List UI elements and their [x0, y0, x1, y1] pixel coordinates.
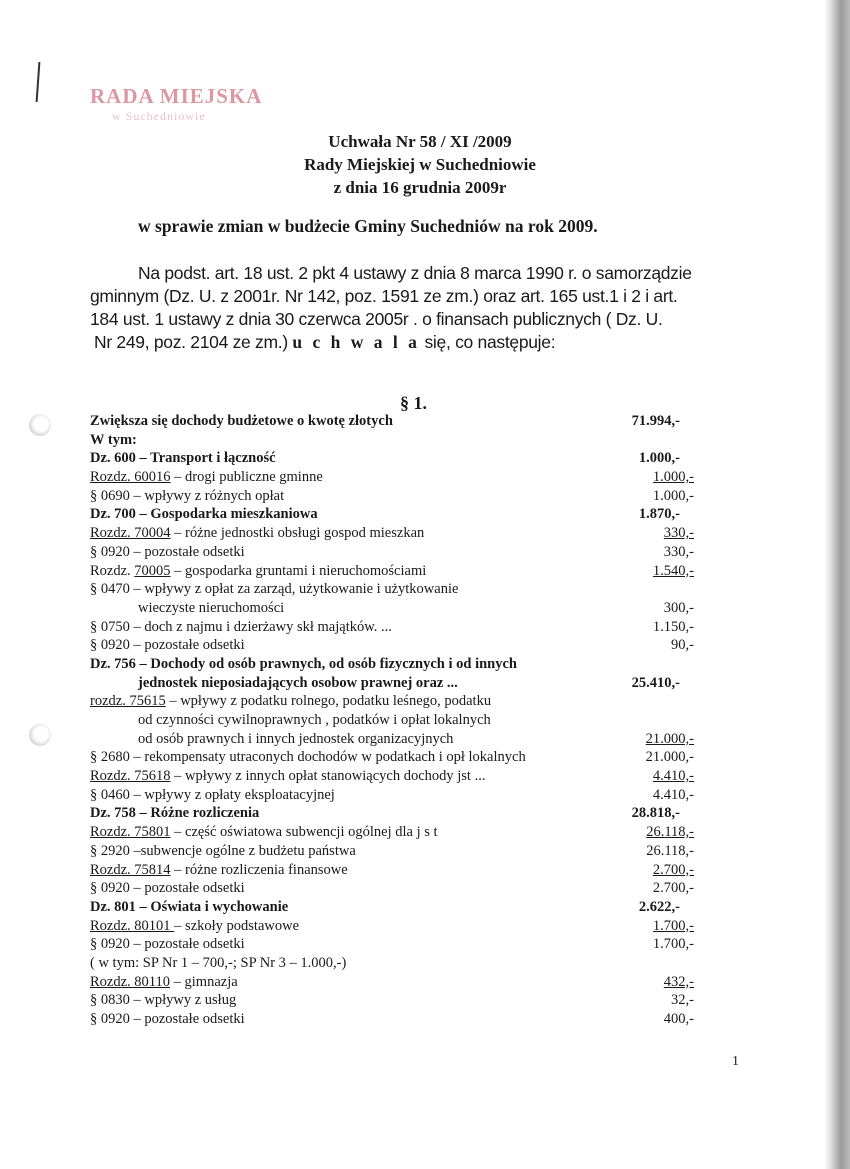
budget-row-amount: 1.540,-	[652, 562, 694, 579]
budget-row-label	[138, 674, 458, 693]
budget-row-label	[138, 730, 453, 749]
row-text: Dz. 700 – Gospodarka mieszkaniowa	[90, 506, 318, 523]
budget-row-amount: 1.150,-	[652, 618, 694, 635]
budget-row-amount: 21.000,-	[645, 730, 694, 747]
uchwala-spaced: u c h w a l a	[292, 332, 420, 352]
budget-row	[90, 861, 710, 880]
resolution-subject: w sprawie zmian w budżecie Gminy Suchedniów na rok 2009.	[138, 216, 598, 236]
budget-row-amount: 432,-	[663, 973, 694, 990]
council-stamp	[90, 84, 262, 124]
row-text: – wpływy z innych opłat stanowiących dochody jst ...	[170, 768, 486, 785]
budget-row-amount: 1.000,-	[638, 450, 680, 467]
row-text: – drogi publiczne gminne	[170, 469, 323, 486]
scan-edge-shadow	[824, 0, 850, 1169]
resolution-issuer: Rady Miejskiej w Suchedniowie	[304, 155, 536, 174]
budget-row-label	[138, 599, 284, 618]
budget-row	[90, 468, 710, 487]
budget-table	[90, 412, 710, 1029]
budget-row-label	[138, 711, 491, 730]
chapter-code: rozdz. 75615	[90, 693, 166, 710]
budget-row-label	[90, 505, 318, 524]
budget-row-label	[90, 786, 335, 805]
row-text: § 0470 – wpływy z opłat za zarząd, użytkowanie i użytkowanie	[90, 581, 459, 598]
section-sign: § 1.	[400, 393, 427, 413]
budget-row-amount: 2.700,-	[652, 880, 694, 897]
row-text: Dz. 801 – Oświata i wychowanie	[90, 898, 289, 915]
budget-row	[90, 655, 710, 674]
budget-row-label	[90, 468, 323, 487]
budget-row-label	[90, 973, 238, 992]
chapter-code: Rozdz. 80101	[90, 917, 175, 934]
budget-row-label	[90, 861, 348, 880]
budget-row-label	[90, 543, 245, 562]
row-text: od osób prawnych i innych jednostek organizacyjnych	[138, 730, 454, 747]
budget-row-label	[90, 487, 284, 506]
budget-row-amount: 1.000,-	[652, 469, 694, 486]
row-text: od czynności cywilnoprawnych , podatków i opłat lokalnych	[138, 712, 491, 728]
chapter-code: Rozdz. 60016	[90, 469, 171, 486]
resolution-title: Uchwała Nr 58 / XI /2009	[328, 132, 512, 151]
budget-row-amount: 21.000,-	[645, 749, 694, 766]
row-text: Dz. 600 – Transport i łączność	[90, 450, 276, 467]
row-text: § 0920 – pozostałe odsetki	[90, 637, 245, 654]
budget-row-amount: 1.870,-	[638, 506, 680, 523]
budget-row	[90, 991, 710, 1010]
budget-row	[90, 431, 710, 450]
stamp-line-2: w Suchedniowie	[112, 109, 206, 123]
budget-row-label	[90, 524, 424, 543]
row-text: § 0920 – pozostałe odsetki	[90, 880, 245, 897]
row-text: Dz. 756 – Dochody od osób prawnych, od osób fizycznych i od innych	[90, 655, 517, 672]
intro-line-4-pre: Nr 249, poz. 2104 ze zm.)	[94, 332, 293, 352]
chapter-code: Rozdz. 75618	[90, 768, 171, 785]
resolution-header	[220, 130, 620, 199]
budget-row-label	[90, 449, 276, 468]
budget-row	[90, 917, 710, 936]
row-text: Zwiększa się dochody budżetowe o kwotę złotych	[90, 413, 393, 429]
budget-row	[90, 711, 710, 730]
row-text: § 0920 – pozostałe odsetki	[90, 1011, 245, 1027]
row-text: § 2920 –subwencje ogólne z budżetu państwa	[90, 842, 356, 859]
row-text: – gimnazja	[170, 973, 238, 990]
row-text: – różne rozliczenia finansowe	[170, 861, 348, 878]
budget-row-amount: 4.410,-	[652, 786, 694, 803]
row-text: § 0690 – wpływy z różnych opłat	[90, 487, 285, 504]
budget-row	[90, 879, 710, 898]
budget-row-label	[90, 655, 517, 674]
budget-row-amount: 1.700,-	[652, 936, 694, 953]
row-text: Dz. 758 – Różne rozliczenia	[90, 805, 260, 822]
chapter-code: Rozdz. 75801	[90, 824, 171, 841]
budget-row	[90, 599, 710, 618]
budget-row	[90, 767, 710, 786]
budget-row	[90, 804, 710, 823]
budget-row-amount: 32,-	[671, 992, 694, 1009]
budget-row	[90, 1010, 710, 1029]
chapter-code: Rozdz. 80110	[90, 973, 171, 990]
budget-row-label	[90, 991, 236, 1010]
budget-row-label	[90, 580, 458, 599]
budget-row	[90, 543, 710, 562]
row-text: § 2680 – rekompensaty utraconych dochodów w podatkach i opł lokalnych	[90, 749, 526, 766]
budget-row-amount: 90,-	[671, 637, 694, 654]
budget-row-amount: 1.000,-	[652, 487, 694, 504]
chapter-code: Rozdz. 70004	[90, 525, 171, 542]
budget-row-label	[90, 804, 259, 823]
budget-row	[90, 973, 710, 992]
stamp-line-1: RADA MIEJSKA	[90, 84, 263, 108]
chapter-code-prefix: Rozdz.	[90, 562, 135, 579]
budget-row-amount: 4.410,-	[652, 768, 694, 785]
budget-row-label	[90, 618, 392, 637]
row-text: § 0460 – wpływy z opłaty eksploatacyjnej	[90, 786, 335, 803]
budget-row-amount: 25.410,-	[631, 674, 680, 691]
budget-row	[90, 524, 710, 543]
row-text: – część oświatowa subwencji ogólnej dla j s t	[170, 824, 438, 841]
row-text: ( w tym: SP Nr 1 – 700,-; SP Nr 3 – 1.000,-)	[90, 954, 347, 971]
budget-row	[90, 730, 710, 749]
budget-row-label	[90, 431, 137, 450]
page-number: 1	[732, 1054, 739, 1069]
budget-row-amount: 71.994,-	[631, 413, 680, 429]
budget-row-label	[90, 636, 245, 655]
budget-row	[90, 562, 710, 581]
budget-row-label	[90, 1010, 245, 1029]
row-text: § 0920 – pozostałe odsetki	[90, 936, 245, 953]
budget-row	[90, 823, 710, 842]
row-text: – różne jednostki obsługi gospod mieszkan	[170, 525, 425, 542]
budget-row-amount: 400,-	[663, 1011, 694, 1027]
budget-row-amount: 330,-	[663, 543, 694, 560]
budget-row	[90, 674, 710, 693]
budget-row-label	[90, 954, 346, 973]
intro-line: Na podst. art. 18 ust. 2 pkt 4 ustawy z dnia 8 marca 1990 r. o samorządzie	[138, 263, 692, 283]
budget-row	[90, 954, 710, 973]
budget-row-amount: 2.622,-	[638, 898, 680, 915]
budget-row-amount: 330,-	[663, 525, 694, 542]
budget-row-label	[90, 412, 393, 431]
budget-row-label	[90, 767, 485, 786]
intro-line: gminnym (Dz. U. z 2001r. Nr 142, poz. 1591 ze zm.) oraz art. 165 ust.1 i 2 i art.	[90, 286, 678, 306]
row-text: – gospodarka gruntami i nieruchomościami	[170, 562, 427, 579]
budget-row	[90, 786, 710, 805]
row-text: wieczyste nieruchomości	[138, 599, 285, 616]
budget-row-label	[90, 935, 245, 954]
budget-row-label	[90, 748, 526, 767]
budget-row	[90, 935, 710, 954]
budget-row	[90, 449, 710, 468]
budget-row	[90, 487, 710, 506]
row-text: jednostek nieposiadających osobow prawnej oraz ...	[138, 674, 458, 691]
budget-row	[90, 580, 710, 599]
budget-row	[90, 842, 710, 861]
intro-line-4-post: się, co następuje:	[419, 332, 556, 352]
row-text: § 0830 – wpływy z usług	[90, 992, 237, 1009]
budget-row	[90, 898, 710, 917]
budget-row-label	[90, 879, 245, 898]
budget-row-amount: 1.700,-	[652, 917, 694, 934]
row-text: W tym:	[90, 431, 137, 448]
budget-row-label	[90, 842, 356, 861]
budget-row-label	[90, 898, 288, 917]
chapter-code: 70005	[134, 562, 171, 579]
legal-basis-paragraph	[90, 262, 740, 354]
budget-row-label	[90, 692, 491, 711]
budget-row-label	[90, 917, 299, 936]
budget-row-label	[90, 562, 426, 581]
punch-hole-top	[29, 414, 51, 436]
budget-row-label	[90, 823, 438, 842]
budget-row	[90, 618, 710, 637]
intro-line: 184 ust. 1 ustawy z dnia 30 czerwca 2005r . o finansach publicznych ( Dz. U.	[90, 309, 663, 329]
budget-row-amount: 2.700,-	[652, 861, 694, 878]
budget-row-amount: 26.118,-	[646, 842, 694, 859]
budget-row	[90, 748, 710, 767]
intro-line	[90, 331, 740, 354]
chapter-code: Rozdz. 75814	[90, 861, 171, 878]
budget-row	[90, 412, 710, 431]
budget-row-amount: 26.118,-	[646, 824, 694, 841]
budget-row-amount: 300,-	[663, 599, 694, 616]
row-text: – wpływy z podatku rolnego, podatku leśnego, podatku	[165, 693, 492, 710]
punch-hole-bottom	[29, 724, 51, 746]
resolution-date: z dnia 16 grudnia 2009r	[333, 178, 507, 197]
row-text: § 0920 – pozostałe odsetki	[90, 543, 245, 560]
row-text: § 0750 – doch z najmu i dzierżawy skł majątków. ...	[90, 618, 392, 635]
row-text: – szkoły podstawowe	[174, 917, 300, 934]
budget-row	[90, 692, 710, 711]
budget-row-amount: 28.818,-	[631, 805, 680, 822]
budget-row	[90, 636, 710, 655]
margin-pen-mark	[36, 62, 41, 102]
budget-row	[90, 505, 710, 524]
